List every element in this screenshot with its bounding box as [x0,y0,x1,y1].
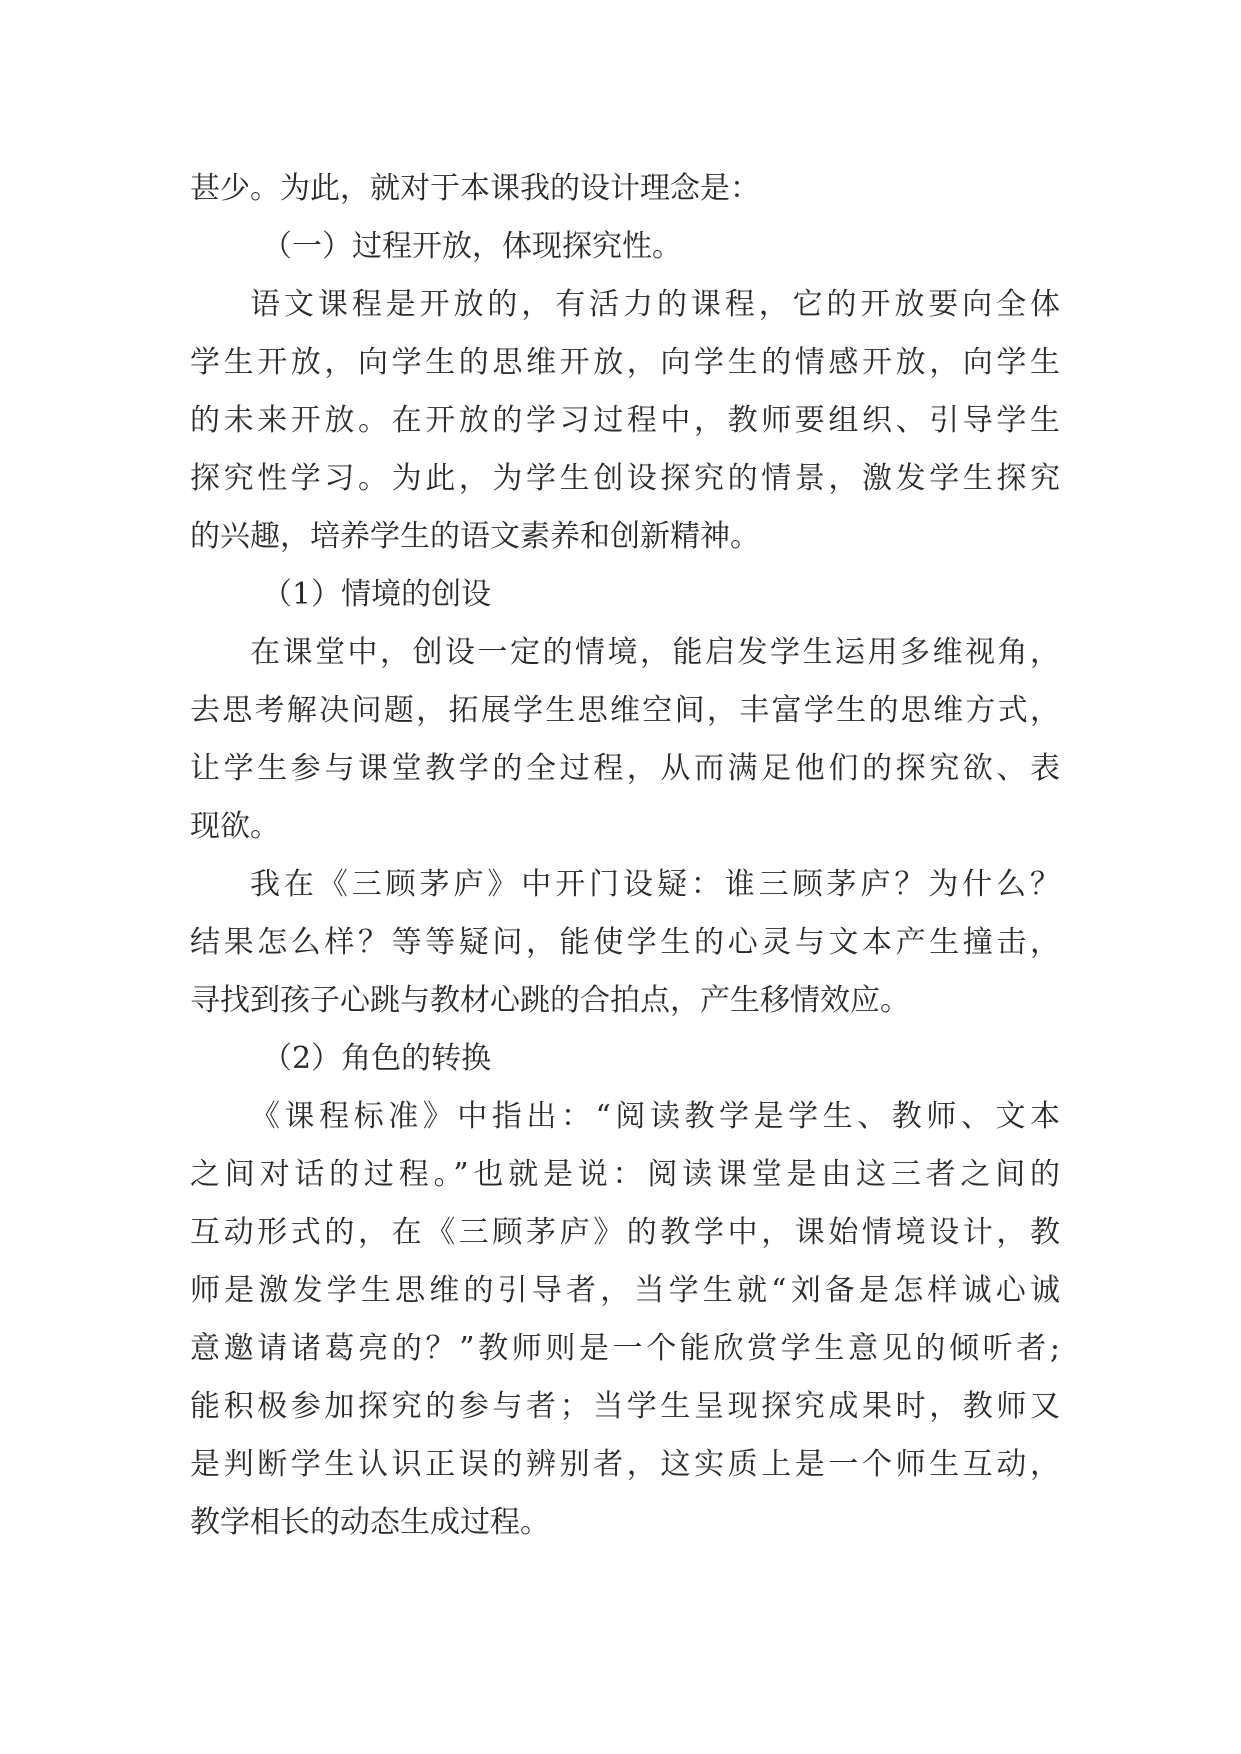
text-line: 甚少。为此，就对于本课我的设计理念是： [190,171,760,206]
text-line: 互动形式的，在《三顾茅庐》的教学中，课始情境设计，教 [190,1215,1060,1250]
text-line: 学生开放，向学生的思维开放，向学生的情感开放，向学生 [190,345,1060,380]
body-text [190,160,1060,1552]
text-line: 的兴趣，培养学生的语文素养和创新精神。 [190,519,760,554]
text-line: 教学相长的动态生成过程。 [190,1505,550,1540]
text-line: 语文课程是开放的，有活力的课程，它的开放要向全体 [250,287,1060,322]
text-line: 《课程标准》中指出：“阅读教学是学生、教师、文本 [250,1099,1060,1134]
text-line: 在课堂中，创设一定的情境，能启发学生运用多维视角， [250,635,1060,670]
text-line: 寻找到孩子心跳与教材心跳的合拍点，产生移情效应。 [190,983,910,1018]
subsection-heading: （1）情境的创设 [262,577,492,612]
text-line: 去思考解决问题，拓展学生思维空间，丰富学生的思维方式， [190,693,1060,728]
subsection-heading: （2）角色的转换 [262,1041,492,1076]
text-line: 探究性学习。为此，为学生创设探究的情景，激发学生探究 [190,461,1060,496]
text-line: 结果怎么样？等等疑问，能使学生的心灵与文本产生撞击， [190,925,1060,960]
text-line: 师是激发学生思维的引导者，当学生就“刘备是怎样诚心诚 [190,1273,1060,1308]
text-line: 能积极参加探究的参与者；当学生呈现探究成果时，教师又 [190,1389,1060,1424]
text-line: 之间对话的过程。”也就是说：阅读课堂是由这三者之间的 [190,1157,1060,1192]
text-line: 现欲。 [190,809,280,844]
text-line: 的未来开放。在开放的学习过程中，教师要组织、引导学生 [190,403,1060,438]
text-line: 让学生参与课堂教学的全过程，从而满足他们的探究欲、表 [190,751,1060,786]
text-line: 意邀请诸葛亮的？”教师则是一个能欣赏学生意见的倾听者; [190,1331,1060,1366]
section-heading: （一）过程开放，体现探究性。 [262,229,682,264]
text-line: 是判断学生认识正误的辨别者，这实质上是一个师生互动， [190,1447,1060,1482]
text-line: 我在《三顾茅庐》中开门设疑：谁三顾茅庐？为什么？ [250,867,1060,902]
